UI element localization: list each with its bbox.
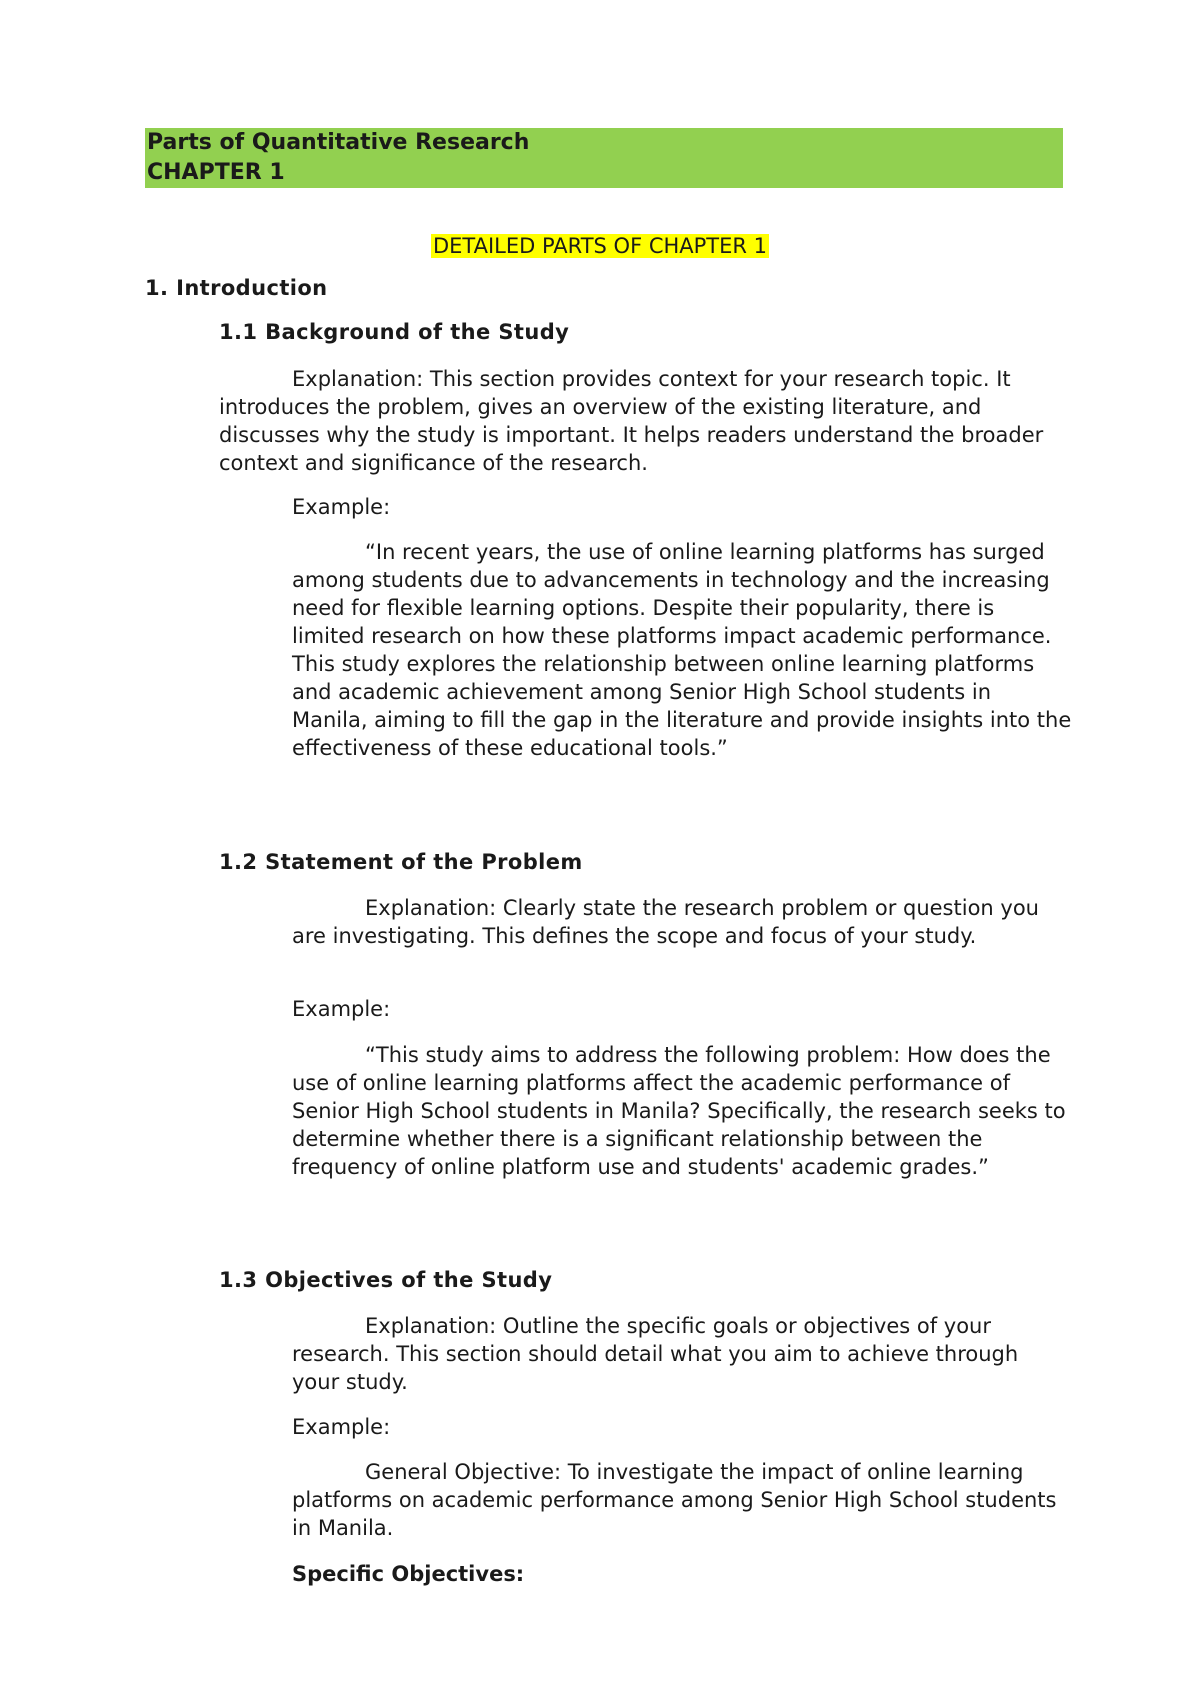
header-band <box>145 128 1063 188</box>
center-title <box>0 232 1200 260</box>
section-objectives-heading: 1.3 Objectives of the Study <box>219 1268 553 1292</box>
general-objective-text: General Objective: To investigate the impact of online learning platforms on academic performance among Senior High School students in Manila. <box>292 1460 1057 1540</box>
problem-example-label: Example: <box>292 997 391 1021</box>
section-introduction-heading: 1. Introduction <box>145 276 328 300</box>
center-title-text: DETAILED PARTS OF CHAPTER 1 <box>432 234 768 258</box>
problem-example-text: “This study aims to address the following problem: How does the use of online learning platforms affect the academic performance of Senior High School students in Manila? Specifically, the research seeks to determine whether there is a significant relationship between the frequency of online platform use and students' academic grades.” <box>292 1043 1066 1179</box>
section-background-heading: 1.1 Background of the Study <box>219 320 570 344</box>
background-example-label: Example: <box>292 495 391 519</box>
problem-explanation: Explanation: Clearly state the research problem or question you are investigating. This defines the scope and focus of your study. <box>292 896 1039 948</box>
chapter-label: CHAPTER 1 <box>147 160 285 185</box>
objectives-explanation: Explanation: Outline the specific goals or objectives of your research. This section should detail what you aim to achieve through your study. <box>292 1314 1019 1394</box>
section-problem-heading: 1.2 Statement of the Problem <box>219 850 583 874</box>
background-example-text: “In recent years, the use of online learning platforms has surged among students due to advancements in technology and the increasing need for flexible learning options. Despite their popularity, there is limited research on how these platforms impact academic performance. This study explores the relationship between online learning platforms and academic achievement among Senior High School students in Manila, aiming to fill the gap in the literature and provide insights into the effectiveness of these educational tools.” <box>292 540 1072 760</box>
specific-objectives-label: Specific Objectives: <box>292 1562 525 1586</box>
background-explanation: Explanation: This section provides context for your research topic. It introduces the problem, gives an overview of the existing literature, and discusses why the study is important. It helps readers understand the broader context and significance of the research. <box>219 367 1044 475</box>
document-title: Parts of Quantitative Research <box>147 130 530 155</box>
objectives-example-label: Example: <box>292 1415 391 1439</box>
